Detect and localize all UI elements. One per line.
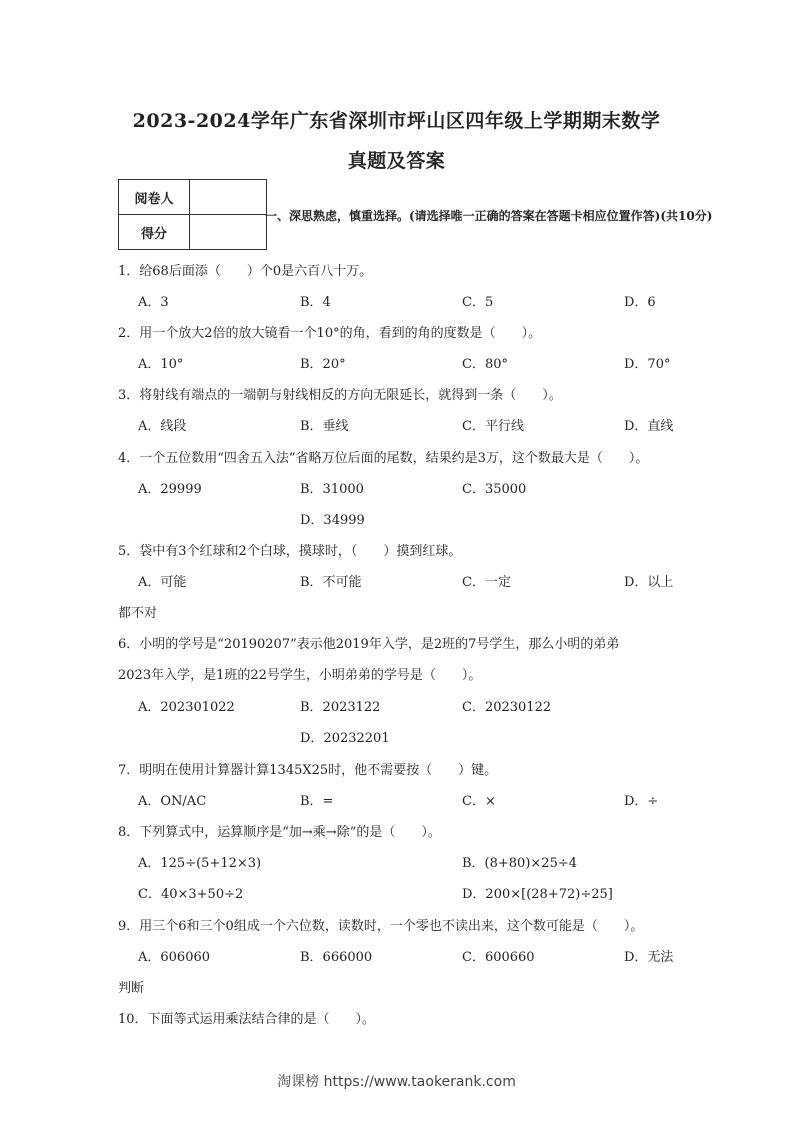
question-5-stem: 5．袋中有3个红球和2个白球，摸球时，（ ）摸到红球。 (118, 544, 462, 559)
score-cell (190, 215, 267, 250)
question-9-option-c: C．600660 (462, 950, 535, 965)
question-6-option-a: A．202301022 (138, 700, 235, 715)
question-4-stem: 4．一个五位数用“四舍五入法”省略万位后面的尾数，结果约是3万，这个数最大是（ ）。 (118, 451, 649, 466)
question-9-option-d-continued: 判断 (118, 981, 145, 996)
question-2-option-a: A．10° (138, 357, 184, 372)
score-table (118, 179, 267, 250)
question-8-option-c: C．40×3+50÷2 (138, 887, 244, 902)
question-9-option-d: D．无法 (624, 950, 674, 965)
question-7-option-b: B．= (300, 794, 334, 809)
score-label: 得分 (119, 215, 190, 250)
question-8-stem: 8．下列算式中，运算顺序是“加→乘→除”的是（ ）。 (118, 825, 441, 840)
question-2-option-d: D．70° (624, 357, 671, 372)
question-4-option-b: B．31000 (300, 482, 364, 497)
question-2-option-b: B．20° (300, 357, 346, 372)
question-2-stem: 2．用一个放大2倍的放大镜看一个10°的角，看到的角的度数是（ ）。 (118, 326, 542, 341)
question-3-option-c: C．平行线 (462, 419, 524, 434)
question-7-option-a: A．ON/AC (138, 794, 207, 809)
document-title-line1: 2023-2024学年广东省深圳市坪山区四年级上学期期末数学 (132, 110, 661, 132)
question-3-option-a: A．线段 (138, 419, 187, 434)
question-3-option-d: D．直线 (624, 419, 674, 434)
question-6-stem-line2: 2023年入学，是1班的22号学生，小明弟弟的学号是（ ）。 (118, 668, 482, 683)
question-8-option-d: D．200×[(28+72)÷25] (462, 887, 613, 902)
question-7-option-c: C．× (462, 794, 496, 809)
question-7-option-d: D．÷ (624, 794, 659, 809)
question-5-option-d-continued: 都不对 (118, 606, 158, 621)
question-4-option-c: C．35000 (462, 482, 527, 497)
reviewer-cell (190, 180, 267, 215)
question-7-stem: 7．明明在使用计算器计算1345X25时，他不需要按（ ）键。 (118, 763, 498, 778)
section-heading: 一、深思熟虑，慎重选择。(请选择唯一正确的答案在答题卡相应位置作答)(共10分) (265, 209, 713, 223)
question-4-option-a: A．29999 (138, 482, 202, 497)
question-8-option-a: A．125÷(5+12×3) (138, 856, 262, 871)
question-2-option-c: C．80° (462, 357, 508, 372)
question-9-option-b: B．666000 (300, 950, 373, 965)
question-9-option-a: A．606060 (138, 950, 211, 965)
reviewer-label: 阅卷人 (119, 180, 190, 215)
question-6-option-b: B．2023122 (300, 700, 381, 715)
question-1-stem: 1．给68后面添（ ）个0是六百八十万。 (118, 264, 373, 279)
document-title-line2: 真题及答案 (347, 150, 446, 172)
question-8-option-b: B．(8+80)×25÷4 (462, 856, 578, 871)
question-5-option-b: B．不可能 (300, 575, 362, 590)
question-5-option-a: A．可能 (138, 575, 187, 590)
question-6-stem-line1: 6．小明的学号是“20190207”表示他2019年入学，是2班的7号学生，那么小明的弟弟 (118, 637, 620, 652)
question-1-option-a: A．3 (138, 295, 169, 310)
question-4-option-d: D．34999 (300, 513, 365, 528)
question-5-option-d: D．以上 (624, 575, 674, 590)
footer-watermark: 淘课榜 https://www.taokerank.com (277, 1074, 516, 1090)
question-6-option-c: C．20230122 (462, 700, 552, 715)
question-1-option-b: B．4 (300, 295, 331, 310)
question-9-stem: 9．用三个6和三个0组成一个六位数，读数时，一个零也不读出来，这个数可能是（ ）。 (118, 919, 644, 934)
question-6-option-d: D．20232201 (300, 731, 390, 746)
question-1-option-d: D．6 (624, 295, 656, 310)
question-3-option-b: B．垂线 (300, 419, 349, 434)
question-5-option-c: C．一定 (462, 575, 511, 590)
question-3-stem: 3．将射线有端点的一端朝与射线相反的方向无限延长，就得到一条（ ）。 (118, 388, 562, 403)
question-1-option-c: C．5 (462, 295, 494, 310)
question-10-stem: 10．下面等式运用乘法结合律的是（ ）。 (118, 1012, 376, 1027)
